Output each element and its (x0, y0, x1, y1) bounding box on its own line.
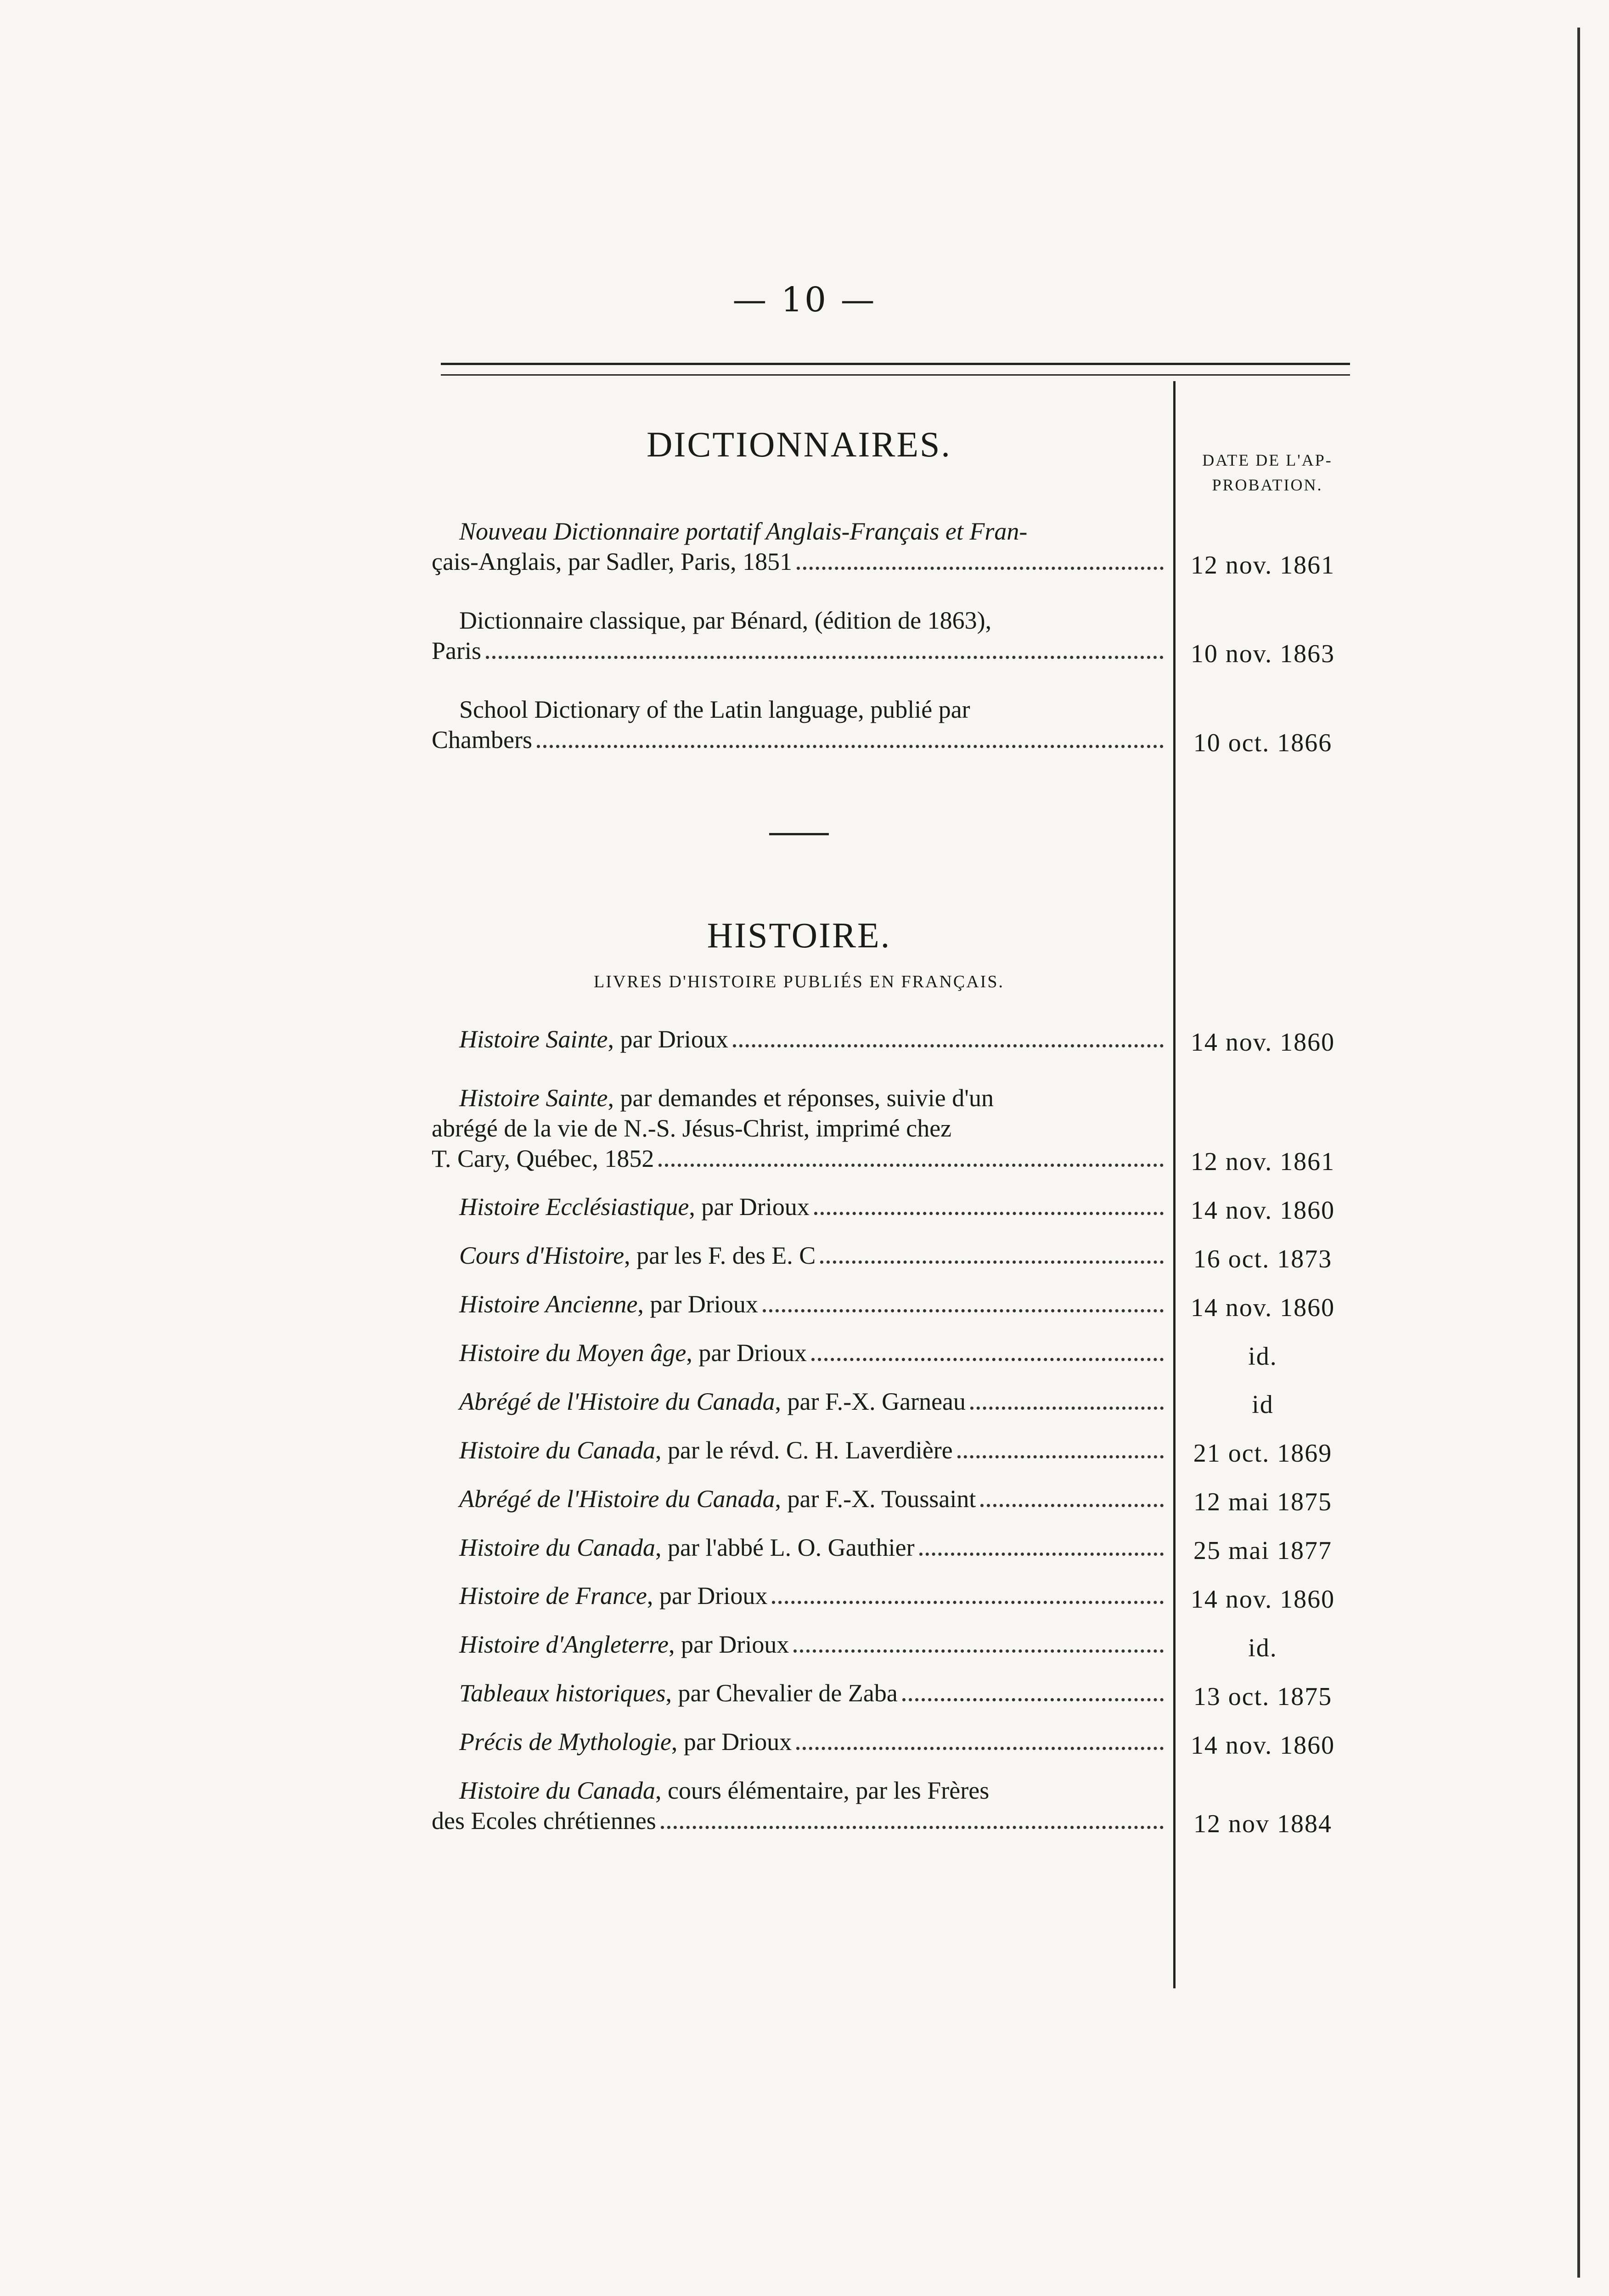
approval-date: 12 mai 1875 (1193, 1488, 1332, 1517)
list-item (432, 1435, 1333, 1468)
approval-date: 10 nov. 1863 (1190, 640, 1335, 669)
entry-title: Abrégé de l'Histoire du Canada (459, 1387, 775, 1415)
entry-title: Tableaux historiques (459, 1679, 666, 1707)
entry-line: çais-Anglais, par Sadler, Paris, 1851 (432, 548, 793, 576)
entry-author: , cours élémentaire, par les Frères (655, 1776, 990, 1804)
entry-author: , par Drioux (686, 1339, 807, 1367)
list-item (432, 1083, 1335, 1176)
approval-date: 14 nov. 1860 (1190, 1196, 1335, 1225)
date-header-line-2: PROBATION. (1212, 476, 1323, 494)
list-item (432, 1776, 1332, 1839)
entry-title: Histoire Ancienne (459, 1290, 638, 1318)
entry-author: , par Drioux (689, 1193, 810, 1221)
approval-date: 21 oct. 1869 (1193, 1439, 1333, 1468)
entry-author: , par Drioux (647, 1582, 768, 1610)
section-title-dictionnaires: DICTIONNAIRES. (647, 424, 951, 464)
date-column-header (1180, 448, 1355, 497)
entry-title: Histoire du Canada (459, 1776, 656, 1804)
list-item (432, 695, 1333, 758)
entry-title: Histoire de France (459, 1582, 647, 1610)
list-item (432, 1338, 1277, 1371)
entry-line: T. Cary, Québec, 1852 (432, 1144, 654, 1172)
list-item (432, 1289, 1335, 1322)
list-item (432, 1387, 1274, 1419)
approval-date: id (1252, 1390, 1274, 1419)
list-item (432, 1581, 1335, 1614)
approval-date: 14 nov. 1860 (1190, 1293, 1335, 1322)
entry-title: Histoire du Moyen âge (459, 1339, 686, 1367)
entry-author: , par demandes et réponses, suivie d'un (608, 1084, 994, 1112)
approval-date: id. (1248, 1342, 1277, 1371)
entry-author: , par Drioux (608, 1025, 728, 1053)
approval-date: 14 nov. 1860 (1190, 1585, 1335, 1614)
entry-line: School Dictionary of the Latin language, publié par (459, 695, 970, 723)
approval-date: 12 nov. 1861 (1190, 1148, 1335, 1176)
approval-date: 10 oct. 1866 (1193, 729, 1333, 758)
list-item (432, 1533, 1332, 1565)
section-title-histoire: HISTOIRE. (707, 915, 891, 956)
entry-author: , par Drioux (637, 1290, 758, 1318)
entry-title: Abrégé de l'Histoire du Canada (459, 1485, 775, 1513)
list-item (432, 517, 1335, 580)
section-subtitle: LIVRES D'HISTOIRE PUBLIÉS EN FRANÇAIS. (594, 972, 1004, 991)
entry-line: Nouveau Dictionnaire portatif Anglais-Français et Fran- (459, 518, 1028, 546)
approval-date: 14 nov. 1860 (1190, 1028, 1335, 1057)
approval-date: 25 mai 1877 (1193, 1536, 1332, 1565)
entry-title: Cours d'Histoire (459, 1242, 624, 1270)
entry-line: Chambers (432, 726, 532, 754)
entry-title: Histoire Sainte (459, 1084, 608, 1112)
entry-author: , par F.-X. Garneau (775, 1387, 966, 1415)
entry-author: , par Drioux (671, 1728, 792, 1756)
list-item (432, 1727, 1335, 1760)
approval-date: 14 nov. 1860 (1190, 1731, 1335, 1760)
list-item (432, 1630, 1277, 1662)
approval-date: 13 oct. 1875 (1193, 1682, 1333, 1711)
approval-date: 12 nov 1884 (1193, 1810, 1332, 1839)
entry-author: , par Drioux (668, 1631, 789, 1659)
date-header-line-1: DATE DE L'AP- (1202, 451, 1333, 469)
list-item (432, 1484, 1332, 1517)
entry-title: Histoire Ecclésiastique (459, 1193, 689, 1221)
entry-author: , par Chevalier de Zaba (665, 1679, 898, 1707)
entry-title: Histoire du Canada (459, 1436, 656, 1464)
binding-margin-line (1577, 28, 1580, 2278)
list-item (432, 606, 1335, 669)
list-item (432, 1241, 1333, 1273)
entry-author: , par les F. des E. C (624, 1242, 816, 1270)
header-rule (441, 363, 1350, 365)
entry-line: Dictionnaire classique, par Bénard, (édition de 1863), (459, 606, 992, 634)
approval-date: 12 nov. 1861 (1190, 551, 1335, 580)
entry-author: , par l'abbé L. O. Gauthier (655, 1533, 915, 1561)
entry-line: des Ecoles chrétiennes (432, 1806, 656, 1835)
approval-date: id. (1248, 1633, 1277, 1662)
entry-title: Précis de Mythologie (459, 1728, 671, 1756)
entry-title: Histoire du Canada (459, 1533, 656, 1561)
entry-line: abrégé de la vie de N.-S. Jésus-Christ, imprimé chez (432, 1114, 952, 1142)
section-separator (769, 833, 829, 835)
list-item (432, 1024, 1335, 1057)
list-item (432, 1678, 1333, 1711)
approval-date: 16 oct. 1873 (1193, 1244, 1333, 1273)
entry-author: , par F.-X. Toussaint (775, 1485, 976, 1513)
entry-line: Paris (432, 636, 481, 664)
header-rule-thin (441, 374, 1350, 376)
entry-title: Histoire Sainte (459, 1025, 608, 1053)
page-number: — 10 — (732, 280, 877, 320)
entry-title: Histoire d'Angleterre (459, 1631, 669, 1659)
list-item (432, 1192, 1335, 1225)
entry-author: , par le révd. C. H. Laverdière (655, 1436, 953, 1464)
